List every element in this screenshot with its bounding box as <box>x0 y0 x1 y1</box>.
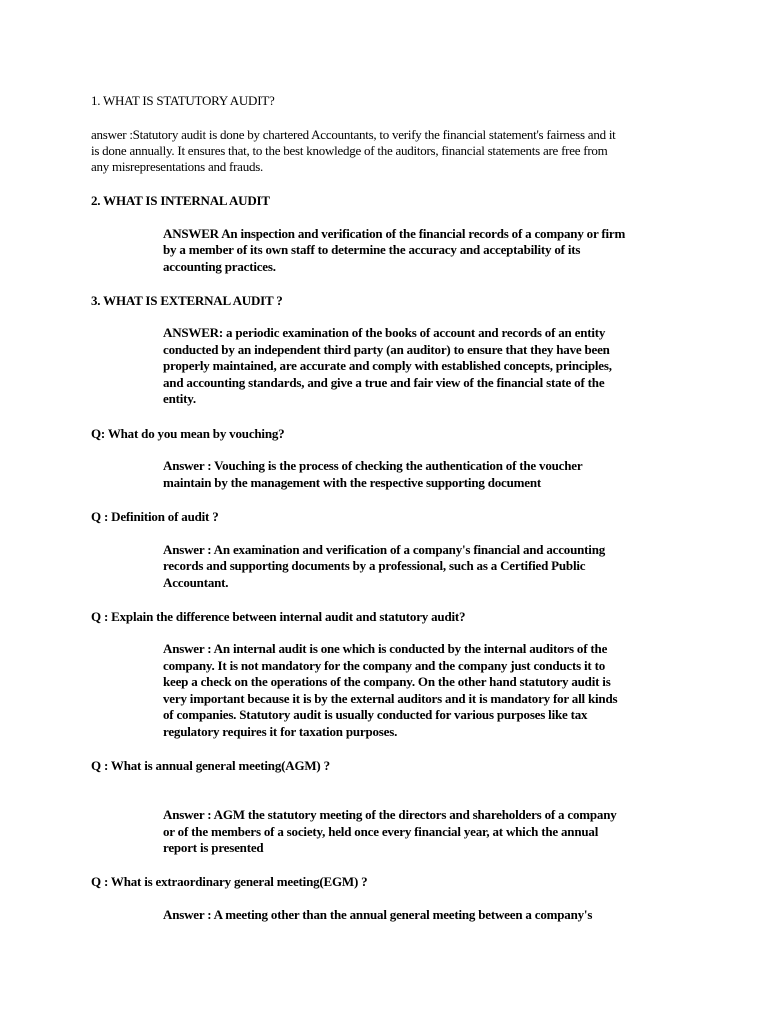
answer-7-line-3: report is presented <box>163 840 264 855</box>
answer-4-line-1: Answer : Vouching is the process of checking the authentication of the voucher <box>163 458 583 473</box>
answer-1-line-1: answer :Statutory audit is done by chartered Accountants, to verify the financial statement's fairness and it <box>91 127 616 142</box>
answer-3-line-4: and accounting standards, and give a true and fair view of the financial state of the <box>163 375 605 390</box>
answer-5-line-3: Accountant. <box>163 575 229 590</box>
question-1-heading: 1. WHAT IS STATUTORY AUDIT? <box>91 93 275 108</box>
question-2-heading: 2. WHAT IS INTERNAL AUDIT <box>91 193 270 208</box>
answer-6-line-6: regulatory requires it for taxation purposes. <box>163 724 398 739</box>
answer-6-line-5: of companies. Statutory audit is usually conducted for various purposes like tax <box>163 707 588 722</box>
question-3-heading: 3. WHAT IS EXTERNAL AUDIT ? <box>91 293 283 308</box>
answer-6-line-3: keep a check on the operations of the company. On the other hand statutory audit is <box>163 674 611 689</box>
answer-2-line-2: by a member of its own staff to determine the accuracy and acceptability of its <box>163 242 581 257</box>
answer-7-line-2: or of the members of a society, held once every financial year, at which the annual <box>163 824 599 839</box>
question-7-heading: Q : What is annual general meeting(AGM) ? <box>91 758 330 773</box>
answer-7-line-1: Answer : AGM the statutory meeting of the directors and shareholders of a company <box>163 807 617 822</box>
question-6-heading: Q : Explain the difference between internal audit and statutory audit? <box>91 609 466 624</box>
answer-3-line-2: conducted by an independent third party (an auditor) to ensure that they have been <box>163 342 610 357</box>
answer-8-line-1: Answer : A meeting other than the annual general meeting between a company's <box>163 907 593 922</box>
answer-3-line-1: ANSWER: a periodic examination of the books of account and records of an entity <box>163 325 606 340</box>
answer-6-line-1: Answer : An internal audit is one which is conducted by the internal auditors of the <box>163 641 608 656</box>
answer-2-line-1: ANSWER An inspection and verification of the financial records of a company or firm <box>163 226 626 241</box>
question-5-heading: Q : Definition of audit ? <box>91 509 219 524</box>
answer-2-line-3: accounting practices. <box>163 259 276 274</box>
answer-3-line-5: entity. <box>163 391 196 406</box>
answer-1-line-3: any misrepresentations and frauds. <box>91 159 264 174</box>
answer-1-line-2: is done annually. It ensures that, to the best knowledge of the auditors, financial statements are free from <box>91 143 608 158</box>
answer-5-line-1: Answer : An examination and verification of a company's financial and accounting <box>163 542 606 557</box>
answer-5-line-2: records and supporting documents by a professional, such as a Certified Public <box>163 558 586 573</box>
answer-6-line-2: company. It is not mandatory for the company and the company just conducts it to <box>163 658 606 673</box>
answer-4-line-2: maintain by the management with the respective supporting document <box>163 475 541 490</box>
question-8-heading: Q : What is extraordinary general meeting(EGM) ? <box>91 874 368 889</box>
answer-3-line-3: properly maintained, are accurate and comply with established concepts, principles, <box>163 358 612 373</box>
question-4-heading: Q: What do you mean by vouching? <box>91 426 285 441</box>
answer-6-line-4: very important because it is by the external auditors and it is mandatory for all kinds <box>163 691 618 706</box>
